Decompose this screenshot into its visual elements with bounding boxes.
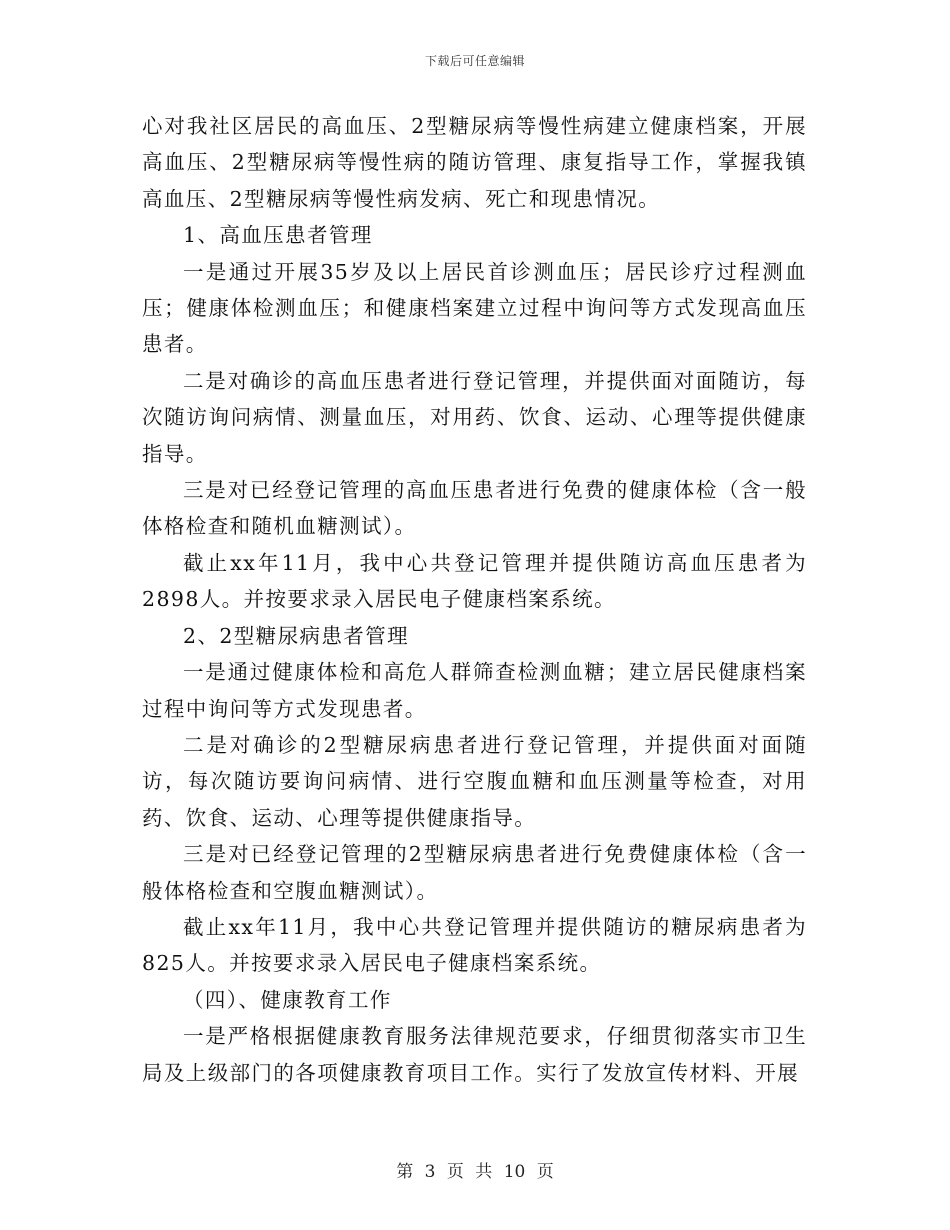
paragraph-health-education: 一是严格根据健康教育服务法律规范要求，仔细贯彻落实市卫生局及上级部门的各项健康教育项目工作。实行了发放宣传材料、开展 — [142, 1024, 807, 1085]
section-heading-diabetes: 2、2型糖尿病患者管理 — [183, 623, 409, 648]
paragraph-hypertension-checkup: 三是对已经登记管理的高血压患者进行免费的健康体检（含一般体格检查和随机血糖测试）。 — [142, 478, 807, 539]
paragraph-diabetes-followup: 二是对确诊的2型糖尿病患者进行登记管理，并提供面对面随访，每次随访要询问病情、进行空腹血糖和血压测量等检查，对用药、饮食、运动、心理等提供健康指导。 — [142, 732, 807, 830]
paragraph-hypertension-detection: 一是通过开展35岁及以上居民首诊测血压；居民诊疗过程测血压；健康体检测血压；和健康档案建立过程中询问等方式发现高血压患者。 — [142, 259, 807, 357]
paragraph-intro-continued: 心对我社区居民的高血压、2型糖尿病等慢性病建立健康档案，开展高血压、2型糖尿病等慢性病的随访管理、康复指导工作，掌握我镇高血压、2型糖尿病等慢性病发病、死亡和现患情况。 — [142, 114, 807, 211]
paragraph-hypertension-count: 截止xx年11月，我中心共登记管理并提供随访高血压患者为2898人。并按要求录入居民电子健康档案系统。 — [142, 550, 807, 612]
paragraph-diabetes-detection: 一是通过健康体检和高危人群筛查检测血糖；建立居民健康档案过程中询问等方式发现患者。 — [142, 660, 807, 721]
section-heading-hypertension: 1、高血压患者管理 — [183, 223, 373, 248]
paragraph-diabetes-checkup: 三是对已经登记管理的2型糖尿病患者进行免费健康体检（含一般体格检查和空腹血糖测试）。 — [142, 842, 807, 903]
document-body — [142, 108, 807, 1091]
paragraph-diabetes-count: 截止xx年11月，我中心共登记管理并提供随访的糖尿病患者为825人。并按要求录入居民电子健康档案系统。 — [142, 914, 807, 976]
section-heading-health-education: （四）、健康教育工作 — [183, 987, 392, 1012]
page-header: 下载后可任意编辑 — [424, 54, 525, 68]
page-footer: 第 3 页 共 10 页 — [396, 1162, 554, 1182]
paragraph-hypertension-followup: 二是对确诊的高血压患者进行登记管理，并提供面对面随访，每次随访询问病情、测量血压，对用药、饮食、运动、心理等提供健康指导。 — [142, 368, 807, 466]
